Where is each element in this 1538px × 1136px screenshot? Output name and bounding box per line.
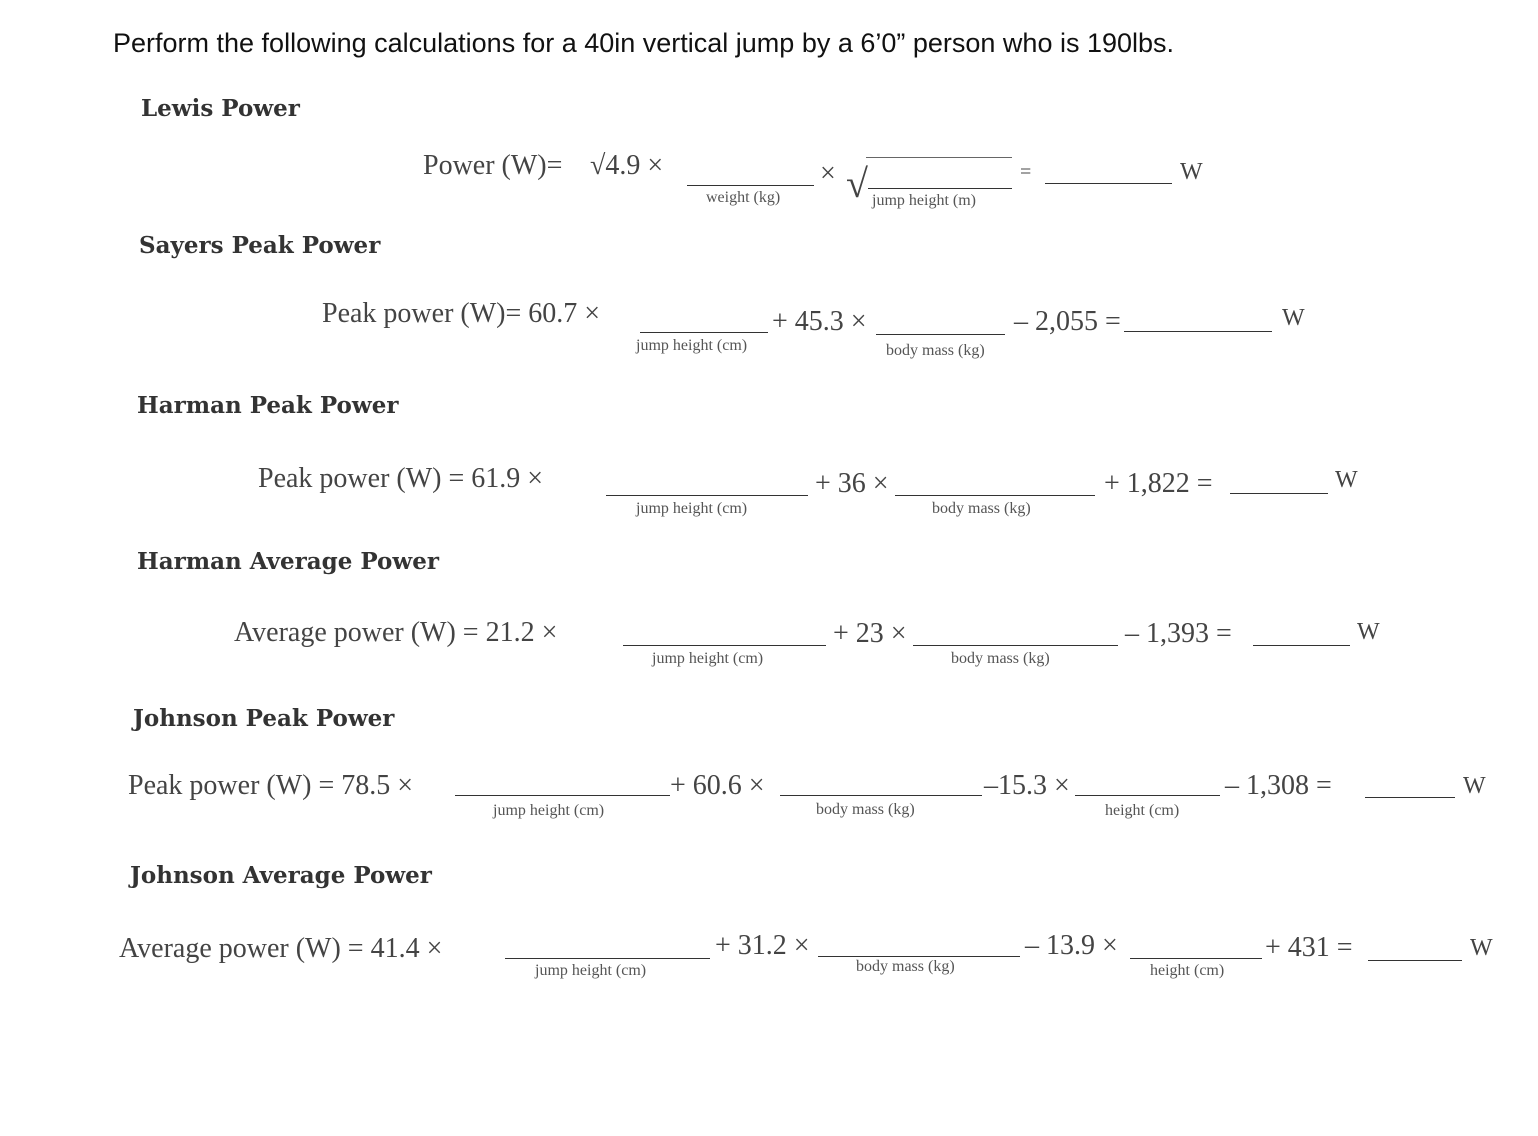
- harman-peak-mass-blank[interactable]: [895, 495, 1095, 496]
- johnson-peak-term4: – 1,308 =: [1225, 770, 1332, 801]
- johnson-avg-lhs: Average power (W) = 41.4 ×: [119, 933, 443, 964]
- johnson-peak-mass-blank[interactable]: [780, 795, 982, 796]
- harman-avg-heading: Harman Average Power: [137, 548, 439, 575]
- sayers-term3: – 2,055 =: [1014, 306, 1121, 337]
- sayers-unit: W: [1282, 305, 1305, 331]
- harman-peak-jump-label: jump height (cm): [636, 500, 748, 517]
- johnson-peak-mass-label: body mass (kg): [816, 801, 915, 818]
- harman-avg-jump-blank[interactable]: [623, 645, 826, 646]
- johnson-peak-term2: + 60.6 ×: [670, 770, 765, 801]
- johnson-peak-height-blank[interactable]: [1075, 795, 1220, 796]
- harman-peak-heading: Harman Peak Power: [137, 392, 399, 419]
- harman-peak-jump-blank[interactable]: [606, 495, 808, 496]
- lewis-jump-blank[interactable]: [868, 188, 1012, 189]
- johnson-avg-term4: + 431 =: [1265, 932, 1353, 963]
- sqrt-icon: √: [846, 161, 868, 206]
- sayers-mass-blank[interactable]: [876, 334, 1005, 335]
- johnson-avg-heading: Johnson Average Power: [130, 862, 432, 889]
- lewis-heading: Lewis Power: [141, 95, 300, 122]
- johnson-avg-mass-label: body mass (kg): [856, 958, 955, 975]
- sayers-lhs: Peak power (W)= 60.7 ×: [322, 298, 601, 329]
- harman-peak-result-blank[interactable]: [1230, 493, 1328, 494]
- instructions-title: Perform the following calculations for a 40in vertical jump by a 6’0” person who is 190lbs.: [113, 28, 1175, 58]
- harman-peak-unit: W: [1335, 467, 1358, 493]
- sayers-result-blank[interactable]: [1124, 331, 1272, 332]
- johnson-avg-term2: + 31.2 ×: [715, 930, 810, 961]
- johnson-peak-jump-blank[interactable]: [455, 795, 670, 796]
- harman-peak-lhs: Peak power (W) = 61.9 ×: [258, 463, 544, 494]
- harman-avg-mass-blank[interactable]: [913, 645, 1118, 646]
- sayers-jump-blank[interactable]: [640, 332, 768, 333]
- harman-avg-term3: – 1,393 =: [1125, 618, 1232, 649]
- harman-peak-term3: + 1,822 =: [1104, 468, 1213, 499]
- johnson-peak-term3: –15.3 ×: [984, 770, 1070, 801]
- harman-avg-result-blank[interactable]: [1253, 645, 1350, 646]
- johnson-avg-jump-blank[interactable]: [505, 958, 710, 959]
- lewis-lhs: Power (W)=: [423, 150, 563, 181]
- harman-peak-mass-label: body mass (kg): [932, 500, 1031, 517]
- johnson-avg-result-blank[interactable]: [1368, 960, 1462, 961]
- harman-avg-jump-label: jump height (cm): [652, 650, 764, 667]
- sayers-heading: Sayers Peak Power: [139, 232, 381, 259]
- johnson-avg-mass-blank[interactable]: [818, 956, 1020, 957]
- johnson-peak-result-blank[interactable]: [1365, 797, 1455, 798]
- lewis-jump-label: jump height (m): [872, 192, 976, 209]
- harman-peak-term2: + 36 ×: [815, 468, 889, 499]
- johnson-peak-heading: Johnson Peak Power: [133, 705, 395, 732]
- lewis-equals: =: [1020, 161, 1032, 183]
- lewis-weight-label: weight (kg): [706, 189, 781, 206]
- lewis-times: ×: [820, 158, 836, 189]
- lewis-unit: W: [1180, 159, 1203, 185]
- sayers-term2: + 45.3 ×: [772, 306, 867, 337]
- johnson-avg-height-blank[interactable]: [1130, 958, 1262, 959]
- johnson-avg-height-label: height (cm): [1150, 962, 1225, 979]
- lewis-root-term: √4.9 ×: [590, 150, 664, 181]
- johnson-peak-lhs: Peak power (W) = 78.5 ×: [128, 770, 414, 801]
- lewis-result-blank[interactable]: [1045, 183, 1172, 184]
- johnson-peak-height-label: height (cm): [1105, 802, 1180, 819]
- harman-avg-lhs: Average power (W) = 21.2 ×: [234, 617, 558, 648]
- johnson-avg-unit: W: [1470, 935, 1493, 961]
- johnson-peak-jump-label: jump height (cm): [493, 802, 605, 819]
- sayers-mass-label: body mass (kg): [886, 342, 985, 359]
- johnson-peak-unit: W: [1463, 773, 1486, 799]
- johnson-avg-jump-label: jump height (cm): [535, 962, 647, 979]
- johnson-avg-term3: – 13.9 ×: [1025, 930, 1118, 961]
- sayers-jump-label: jump height (cm): [636, 337, 748, 354]
- lewis-weight-blank[interactable]: [687, 185, 814, 186]
- harman-avg-term2: + 23 ×: [833, 618, 907, 649]
- harman-avg-mass-label: body mass (kg): [951, 650, 1050, 667]
- harman-avg-unit: W: [1357, 619, 1380, 645]
- sqrt-overline: [866, 157, 1012, 158]
